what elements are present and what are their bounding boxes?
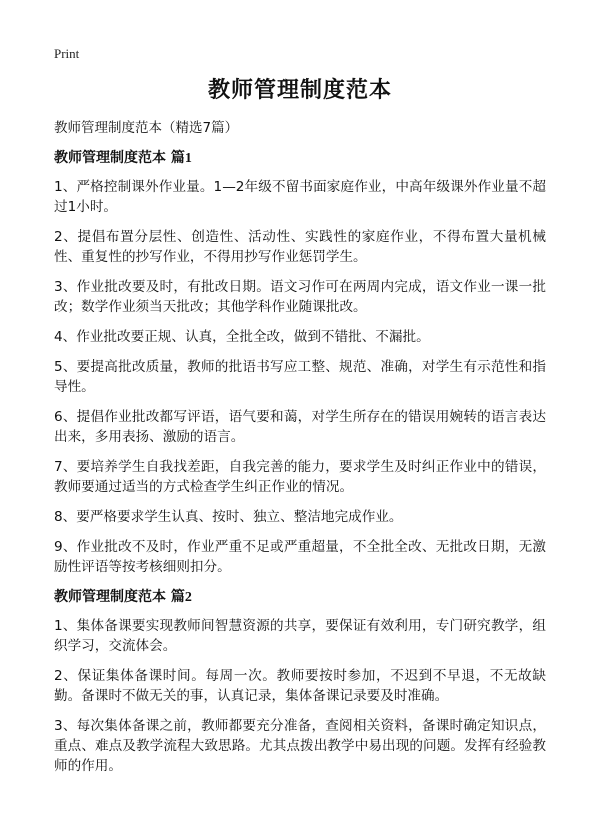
section-heading: [54, 587, 546, 608]
paragraph: 4、作业批改要正规、认真，全批全改，做到不错批、不漏批。: [54, 329, 430, 345]
section-heading-number: 2: [184, 590, 192, 605]
paragraph: 2、提倡布置分层性、创造性、活动性、实践性的家庭作业，不得布置大量机械性、重复性的抄写作业，不得用抄写作业惩罚学生。: [54, 229, 546, 265]
section-1: [54, 148, 546, 577]
paragraph: 5、要提高批改质量，教师的批语书写应工整、规范、准确，对学生有示范性和指导性。: [54, 359, 546, 395]
paragraph: 1、严格控制课外作业量。1—2年级不留书面家庭作业，中高年级课外作业量不超过1小时。: [54, 179, 546, 215]
section-heading-number: 1: [184, 151, 192, 166]
print-link[interactable]: Print: [54, 46, 80, 61]
paragraph: 6、提倡作业批改都写评语，语气要和蔼，对学生所存在的错误用婉转的语言表达出来，多用表扬、激励的语言。: [54, 409, 546, 445]
paragraph: 3、作业批改要及时，有批改日期。语文习作可在两周内完成，语文作业一课一批改；数学作业须当天批改；其他学科作业随课批改。: [54, 279, 546, 315]
document-content: [54, 148, 546, 786]
paragraph: 3、每次集体备课之前，教师都要充分准备，查阅相关资料，备课时确定知识点，重点、难点及教学流程大致思路。尤其点拨出教学中易出现的问题。发挥有经验教师的作用。: [54, 718, 546, 774]
paragraph: 1、集体备课要实现教师间智慧资源的共享，要保证有效利用，专门研究教学，组织学习，交流体会。: [54, 618, 546, 654]
document-title: 教师管理制度范本: [207, 78, 392, 103]
section-heading: [54, 148, 546, 169]
paragraph: 7、要培养学生自我找差距，自我完善的能力，要求学生及时纠正作业中的错误，教师要通过适当的方式检查学生纠正作业的情况。: [54, 459, 546, 495]
paragraph: 2、保证集体备课时间。每周一次。教师要按时参加，不迟到不早退，不无故缺勤。备课时不做无关的事，认真记录，集体备课记录要及时准确。: [54, 668, 546, 704]
document-subtitle: 教师管理制度范本（精选7篇）: [54, 120, 239, 136]
section-2: [54, 587, 546, 776]
section-heading-text: 教师管理制度范本 篇: [54, 589, 185, 605]
paragraph: 9、作业批改不及时，作业严重不足或严重超量，不全批全改、无批改日期，无激励性评语等按考核细则扣分。: [54, 539, 546, 575]
section-heading-text: 教师管理制度范本 篇: [54, 150, 185, 166]
paragraph: 8、要严格要求学生认真、按时、独立、整洁地完成作业。: [54, 509, 403, 525]
